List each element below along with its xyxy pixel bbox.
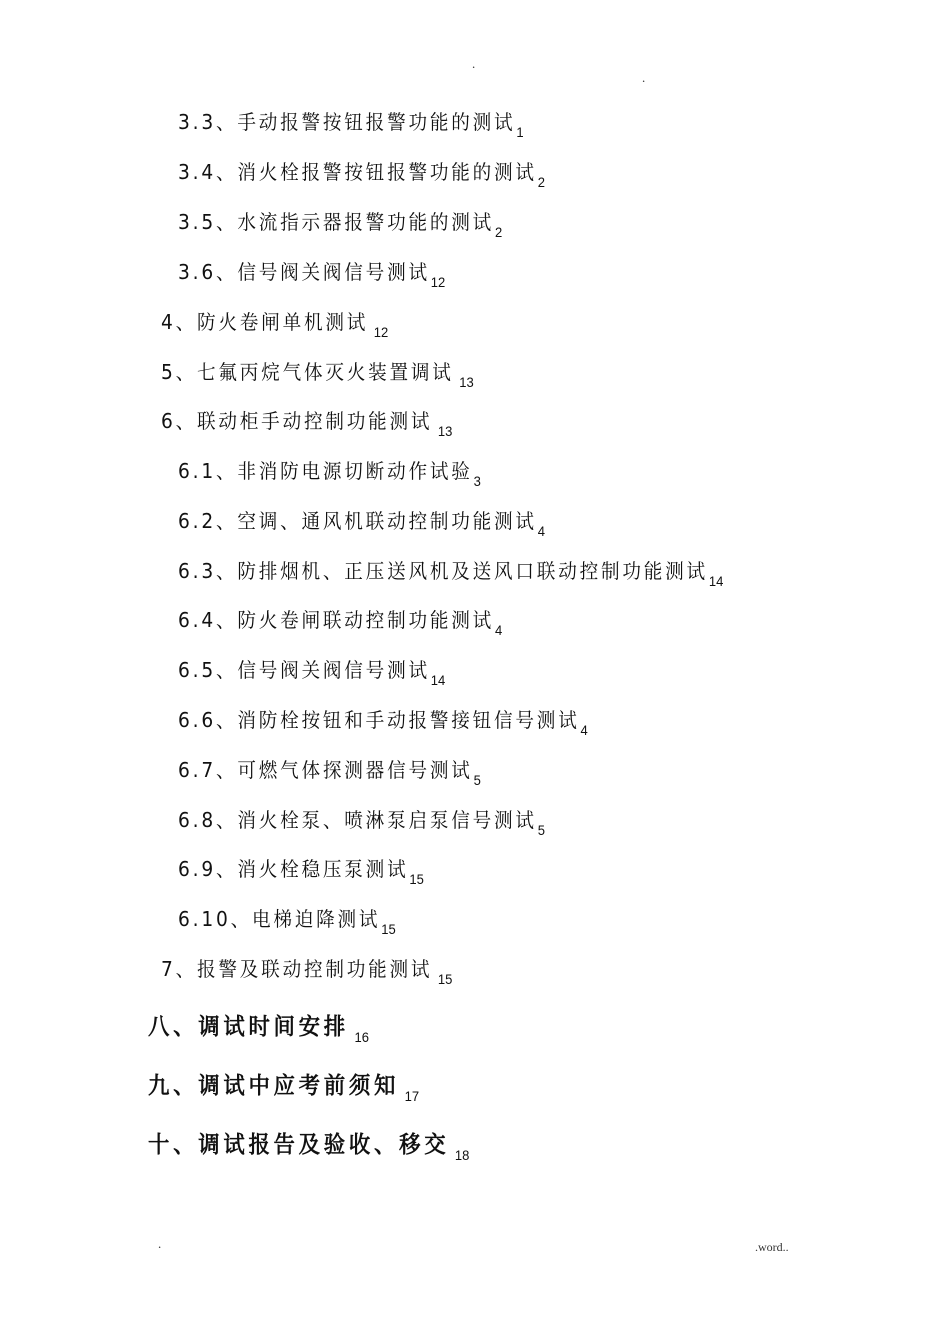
toc-entry-page: 4 [580, 722, 588, 738]
toc-entry-title: 6.1、非消防电源切断动作试验 [178, 459, 473, 483]
toc-entry-page: 15 [437, 971, 453, 987]
header-dot: . [472, 56, 476, 71]
toc-entry-page: 12 [430, 274, 446, 290]
toc-entry-page: 18 [454, 1147, 470, 1163]
toc-entry-page: 14 [430, 672, 446, 688]
toc-entry-title: 6.7、可燃气体探测器信号测试 [178, 758, 473, 782]
toc-entry-page: 12 [373, 324, 389, 340]
toc-entry[interactable] [178, 756, 481, 794]
toc-chapter-entry[interactable] [148, 1013, 369, 1051]
toc-entry-title: 7、报警及联动控制功能测试 [161, 957, 433, 981]
toc-entry[interactable] [178, 656, 445, 694]
toc-entry-title: 3.6、信号阀关阀信号测试 [178, 260, 430, 284]
toc-entry-title: 6.4、防火卷闸联动控制功能测试 [178, 608, 495, 632]
toc-entry-title: 九、调试中应考前须知 [148, 1073, 400, 1099]
toc-entry-title: 6.3、防排烟机、正压送风机及送风口联动控制功能测试 [178, 559, 708, 583]
toc-entry-page: 14 [708, 573, 724, 589]
toc-entry-title: 6.9、消火栓稳压泵测试 [178, 857, 409, 881]
toc-entry-title: 3.3、手动报警按钮报警功能的测试 [178, 110, 516, 134]
toc-entry[interactable] [178, 108, 524, 146]
toc-entry[interactable] [178, 208, 502, 246]
toc-entry[interactable] [178, 806, 545, 844]
toc-entry[interactable] [178, 507, 545, 545]
toc-entry-page: 13 [459, 374, 474, 390]
toc-entry-page: 13 [437, 423, 453, 439]
toc-entry-title: 6、联动柜手动控制功能测试 [161, 409, 433, 433]
toc-entry[interactable] [178, 258, 445, 296]
toc-entry-title: 十、调试报告及验收、移交 [148, 1132, 450, 1158]
footer-watermark: .word.. [755, 1240, 789, 1254]
toc-entry[interactable] [178, 905, 396, 943]
toc-entry-page: 15 [381, 921, 396, 937]
toc-entry-page: 2 [537, 174, 545, 190]
toc-entry[interactable] [178, 457, 481, 495]
toc-entry-title: 3.5、水流指示器报警功能的测试 [178, 210, 495, 234]
toc-entry[interactable] [178, 855, 424, 893]
toc-entry-page: 3 [473, 473, 481, 489]
toc-entry[interactable] [161, 358, 474, 396]
toc-entry-title: 6.10、电梯迫降测试 [178, 907, 381, 931]
toc-entry-title: 6.6、消防栓按钮和手动报警接钮信号测试 [178, 708, 580, 732]
toc-entry[interactable] [178, 557, 723, 595]
toc-entry-page: 5 [537, 822, 545, 838]
toc-entry-page: 5 [473, 772, 481, 788]
toc-entry-page: 4 [537, 523, 545, 539]
toc-entry-title: 6.2、空调、通风机联动控制功能测试 [178, 509, 537, 533]
toc-entry-title: 4、防火卷闸单机测试 [161, 310, 369, 334]
header-dot: . [642, 70, 646, 85]
toc-entry-page: 1 [516, 124, 524, 140]
toc-entry-page: 2 [494, 224, 503, 240]
toc-entry[interactable] [161, 308, 388, 346]
toc-entry-title: 5、七氟丙烷气体灭火装置调试 [161, 360, 454, 384]
toc-entry[interactable] [178, 158, 545, 196]
toc-entry-title: 6.8、消火栓泵、喷淋泵启泵信号测试 [178, 808, 537, 832]
toc-chapter-entry[interactable] [148, 1131, 469, 1169]
toc-entry-title: 八、调试时间安排 [148, 1014, 349, 1040]
toc-entry-title: 3.4、消火栓报警按钮报警功能的测试 [178, 160, 537, 184]
toc-entry-page: 17 [404, 1088, 420, 1104]
toc-entry[interactable] [161, 407, 452, 445]
toc-entry[interactable] [178, 606, 502, 644]
toc-entry-page: 15 [409, 871, 424, 887]
toc-entry[interactable] [161, 955, 452, 993]
toc-entry-page: 16 [354, 1029, 369, 1045]
toc-entry[interactable] [178, 706, 588, 744]
toc-entry-title: 6.5、信号阀关阀信号测试 [178, 658, 430, 682]
footer-dot: . [158, 1236, 162, 1251]
toc-chapter-entry[interactable] [148, 1072, 419, 1110]
toc-entry-page: 4 [494, 622, 503, 638]
